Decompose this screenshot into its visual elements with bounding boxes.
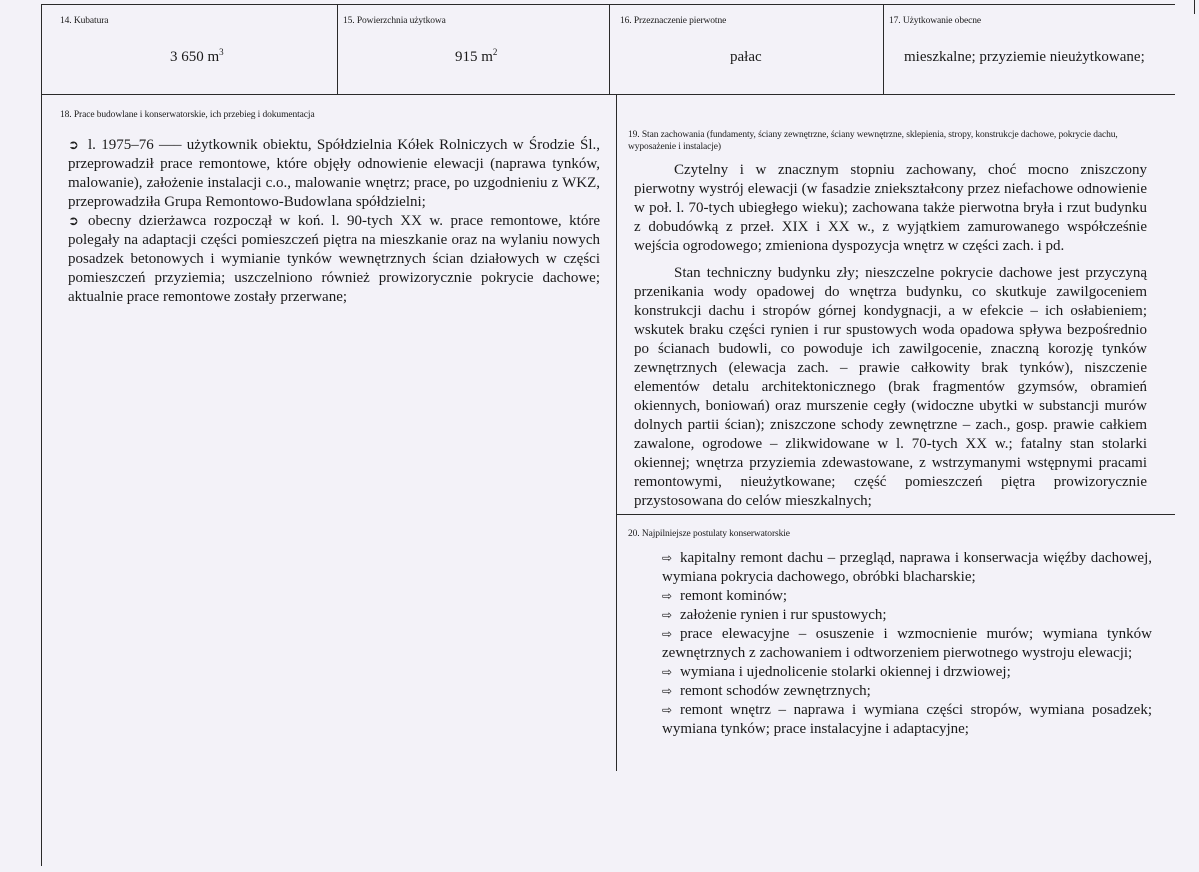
- field-20-item-text: remont wnętrz – naprawa i wymiana części stropów, wymiana posadzek; wymiana tynków; prace instalacyjne i adaptacyjne;: [662, 702, 1152, 737]
- list-item: [662, 587, 1152, 606]
- list-item: [662, 701, 1152, 739]
- bold-arrow-icon: ➲: [68, 214, 79, 229]
- list-item: [662, 625, 1152, 663]
- list-item: [662, 663, 1152, 682]
- field-20-item-text: prace elewacyjne – osuszenie i wzmocnienie murów; wymiana tynków zewnętrznych z zachowaniem i odtworzeniem pierwotnego wystroju elewacji;: [662, 626, 1152, 661]
- field-19-paragraph: Stan techniczny budynku zły; nieszczelne pokrycie dachowe jest przyczyną przenikania wody opadowej do wnętrza budynku, co skutkuje zawilgoceniem konstrukcji dachu i stropów górnej kondygnacji, a w efekcie – ich osłabieniem; wskutek braku części rynien i rur spustowych woda opadowa spływa bezpośrednio po ścianach budowli, co powoduje ich zawilgocenie, znaczną korozję tynków zewnętrznych (elewacja zach. – prawie całkowity brak tynków), niszczenie elementów detalu architektonicznego (brak fragmentów gzymsów, obramień okiennych, boniowań) oraz murszenie cegły (widoczne ubytki w substancji murów dolnych partii ścian); zniszczone schody zewnętrzne – zach., gosp. prawie całkiem zawalone, ogrodowe – zlikwidowane w l. 70-tych XX w.; fatalny stan stolarki okiennej; wnętrza przyziemia zdewastowane, z wstrzymanymi wstępnymi pracami remontowymi, nieużytkowane; część pomieszczeń piętra prowizorycznie przystosowana do celów mieszkalnych;: [634, 265, 1147, 509]
- hollow-arrow-icon: ⇨: [662, 665, 673, 679]
- field-20-item-text: wymiana i ujednolicenie stolarki okiennej i drzwiowej;: [680, 664, 1011, 680]
- field-18-item-text: obecny dzierżawca rozpoczął w koń. l. 90-tych XX w. prace remontowe, które polegały na adaptacji części pomieszczeń piętra na mieszkanie oraz na wylaniu nowych posadzek betonowych i wymianie tynków wewnętrznych ścian działowych w części pomieszczeń przyziemia; uszczelniono również prowizorycznie pokrycie dachowe; aktualnie prace remontowe zostały przerwane;: [68, 213, 600, 305]
- field-19-text: [634, 161, 1147, 511]
- bold-arrow-icon: ➲: [68, 138, 79, 153]
- hollow-arrow-icon: ⇨: [662, 684, 673, 698]
- field-16-value: pałac: [730, 49, 762, 65]
- field-18-label: 18. Prace budowlane i konserwatorskie, ich przebieg i dokumentacja: [60, 110, 315, 120]
- field-14-value-text: 3 650 m: [170, 49, 220, 65]
- hollow-arrow-icon: ⇨: [662, 551, 673, 565]
- field-20-item-text: założenie rynien i rur spustowych;: [680, 607, 887, 623]
- field-18-prace-budowlane: [42, 95, 616, 771]
- field-17-value: mieszkalne; przyziemie nieużytkowane;: [904, 49, 1145, 65]
- field-14-label: 14. Kubatura: [60, 16, 109, 26]
- field-20-item-text: kapitalny remont dachu – przegląd, naprawa i konserwacja więźby dachowej, wymiana pokrycia dachowego, obróbki blacharskie;: [662, 550, 1152, 585]
- field-15-unit-exponent: 2: [492, 47, 498, 57]
- field-20-list: [662, 549, 1152, 739]
- field-15-value: [455, 49, 497, 66]
- field-20-item-text: remont kominów;: [680, 588, 788, 604]
- hollow-arrow-icon: ⇨: [662, 703, 673, 717]
- field-19-stan-zachowania: [617, 95, 1175, 514]
- field-18-list: [68, 136, 600, 307]
- field-14-value: [170, 49, 224, 66]
- hollow-arrow-icon: ⇨: [662, 627, 673, 641]
- field-15-label: 15. Powierzchnia użytkowa: [343, 16, 446, 26]
- field-17-uzytkowanie: [884, 5, 1175, 94]
- field-17-label: 17. Użytkowanie obecne: [889, 16, 981, 26]
- hollow-arrow-icon: ⇨: [662, 608, 673, 622]
- field-19-paragraph: Czytelny i w znacznym stopniu zachowany, choć mocno zniszczony pierwotny wystrój elewacji (w fasadzie zniekształcony przez niefachowe odnowienie w poł. l. 70-tych ubiegłego wieku); zachowana także pierwotna bryła i rzut budynku z dobudówką z przeł. XIX i XX w., z wyjątkiem zamurowanego współcześnie wejścia ogrodowego; zmieniona dyspozycja wnętrz w części zach. i pd.: [634, 162, 1147, 254]
- field-16-przeznaczenie: [610, 5, 883, 94]
- list-item: [662, 682, 1152, 701]
- field-20-item-text: remont schodów zewnętrznych;: [680, 683, 871, 699]
- field-14-unit-exponent: 3: [219, 47, 224, 57]
- field-15-value-text: 915 m: [455, 49, 493, 65]
- list-item: [662, 549, 1152, 587]
- field-16-label: 16. Przeznaczenie pierwotne: [620, 16, 727, 26]
- right-edge: [1194, 0, 1195, 14]
- field-18-item-text: l. 1975–76 —– użytkownik obiektu, Spółdzielnia Kółek Rolniczych w Środzie Śl., przeprowadził prace remontowe, które objęły odnowienie elewacji (naprawa tynków, malowanie), założenie instalacji c.o., malowanie wnętrz; prace, po uzgodnieniu z WKZ, przeprowadziła Grupa Remontowo-Budowlana spółdzielni;: [68, 137, 600, 210]
- field-20-label: 20. Najpilniejsze postulaty konserwatorskie: [628, 529, 790, 539]
- field-19-label: 19. Stan zachowania (fundamenty, ściany zewnętrzne, ściany wewnętrzne, sklepienia, stropy, konstrukcje dachowe, pokrycie dachu, wyposażenie i instalacje): [628, 130, 1118, 152]
- list-item: [68, 136, 600, 212]
- hollow-arrow-icon: ⇨: [662, 589, 673, 603]
- field-20-postulaty: [617, 515, 1175, 771]
- field-15-powierzchnia: [338, 5, 609, 94]
- list-item: [68, 212, 600, 307]
- list-item: [662, 606, 1152, 625]
- field-14-kubatura: [42, 5, 337, 94]
